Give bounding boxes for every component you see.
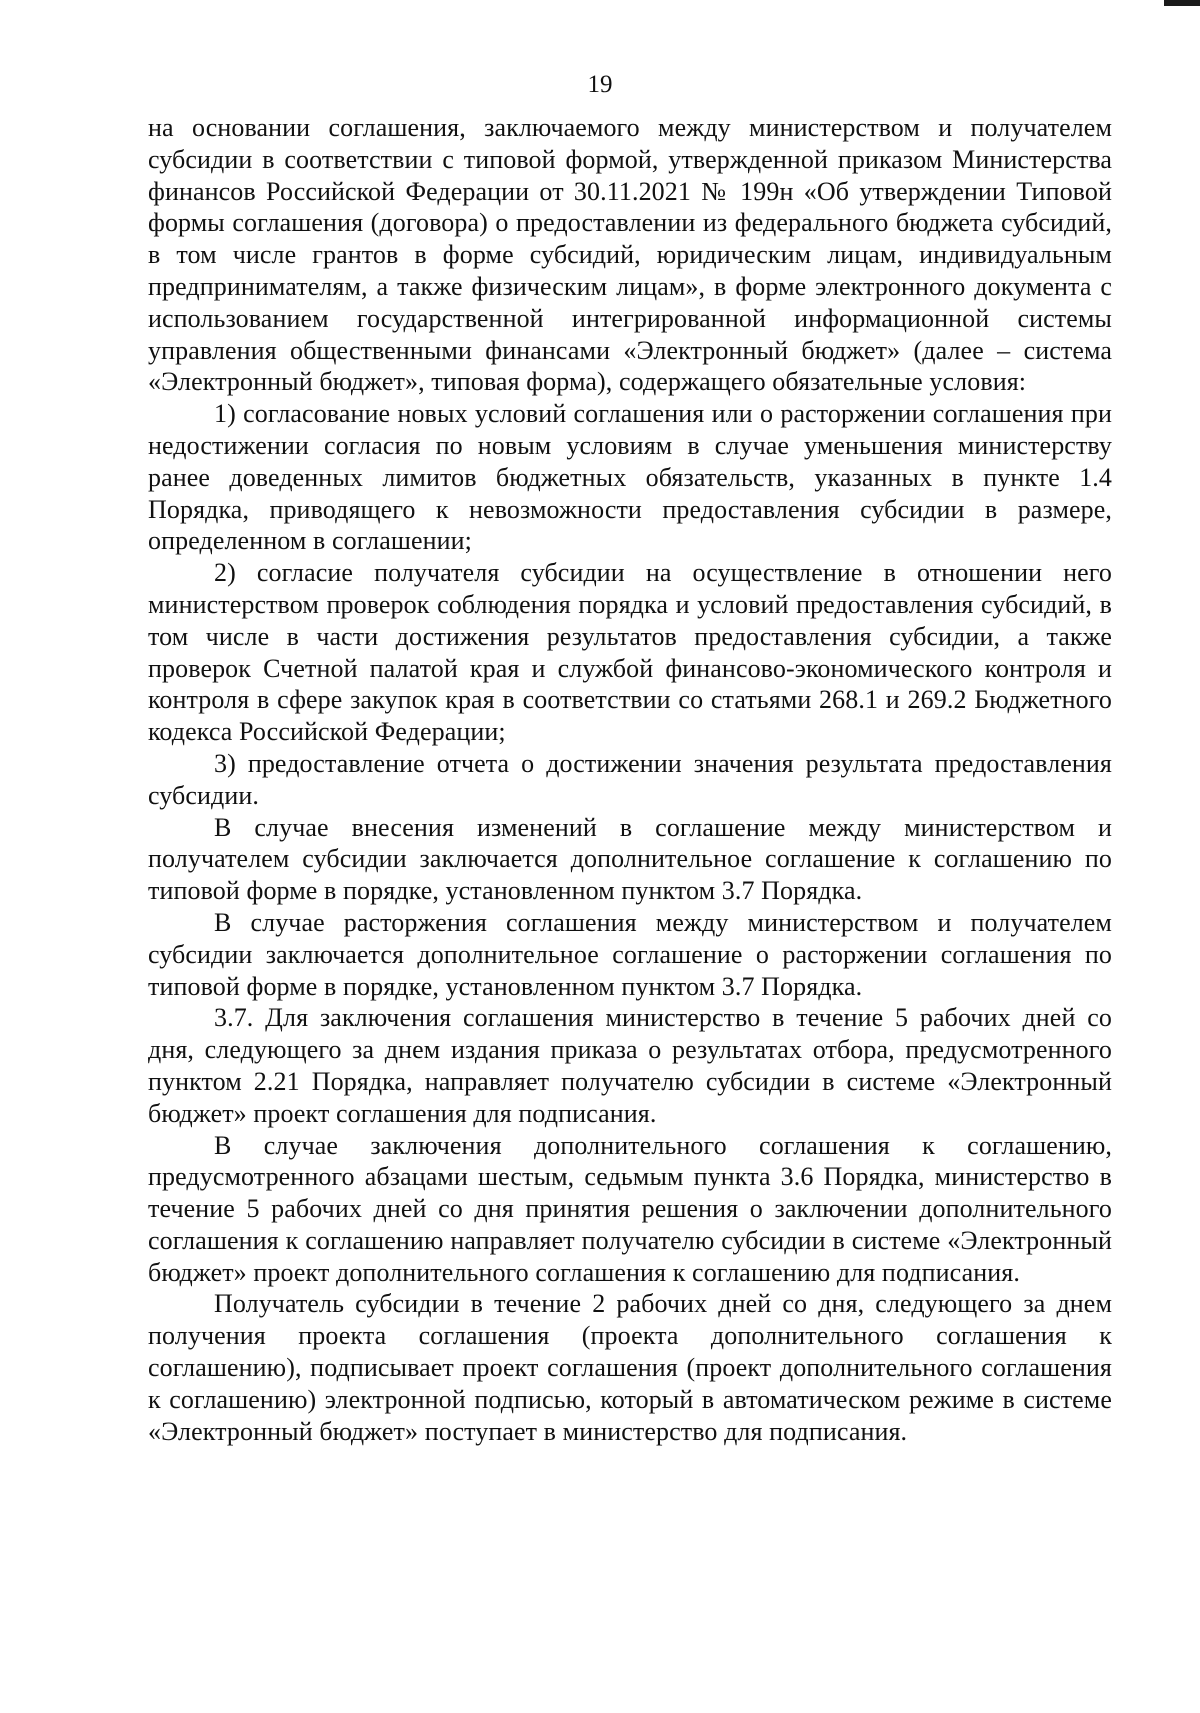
scan-corner-mark <box>1164 0 1200 6</box>
page-number: 19 <box>587 71 613 98</box>
paragraph-condition-3: 3) предоставление отчета о достижении значения результата предоставления субсидии. <box>148 748 1112 810</box>
paragraph-agreement-basis: на основании соглашения, заключаемого между министерством и получателем субсидии в соответствии с типовой формой, утвержденной приказом Министерства финансов Российской Федерации от 30.11.2021 № 199н «Об утверждении Типовой формы соглашения (договора) о предоставлении из федерального бюджета субсидий, в том числе грантов в форме субсидий, юридическим лицам, индивидуальным предпринимателям, а также физическим лицам», в форме электронного документа с использованием государственной интегрированной информационной системы управления общественными финансами «Электронный бюджет» (далее – система «Электронный бюджет», типовая форма), содержащего обязательные условия: <box>148 113 1112 397</box>
paragraph-additional-agreement: В случае заключения дополнительного соглашения к соглашению, предусмотренного абзацами шестым, седьмым пункта 3.6 Порядка, министерство в течение 5 рабочих дней со дня принятия решения о заключении дополнительного соглашения к соглашению направляет получателю субсидии в системе «Электронный бюджет» проект дополнительного соглашения к соглашению для подписания. <box>148 1130 1112 1287</box>
paragraph-condition-2: 2) согласие получателя субсидии на осуществление в отношении него министерством проверок соблюдения порядка и условий предоставления субсидий, в том числе в части достижения результатов предоставления субсидии, а также проверок Счетной палатой края и службой финансово-экономического контроля и контроля в сфере закупок края в соответствии со статьями 268.1 и 269.2 Бюджетного кодекса Российской Федерации; <box>148 558 1112 747</box>
document-body <box>148 112 1112 1447</box>
paragraph-clause-3-7: 3.7. Для заключения соглашения министерство в течение 5 рабочих дней со дня, следующего за днем издания приказа о результатах отбора, предусмотренного пунктом 2.21 Порядка, направляет получателю субсидии в системе «Электронный бюджет» проект соглашения для подписания. <box>148 1003 1112 1128</box>
paragraph-condition-1: 1) согласование новых условий соглашения или о расторжении соглашения при недостижении согласия по новым условиям в случае уменьшения министерству ранее доведенных лимитов бюджетных обязательств, указанных в пункте 1.4 Порядка, приводящего к невозможности предоставления субсидии в размере, определенном в соглашении; <box>148 399 1112 556</box>
paragraph-termination: В случае расторжения соглашения между министерством и получателем субсидии заключается дополнительное соглашение о расторжении соглашения по типовой форме в порядке, установленном пунктом 3.7 Порядка. <box>148 907 1112 1001</box>
paragraph-recipient-signing: Получатель субсидии в течение 2 рабочих дней со дня, следующего за днем получения проекта соглашения (проекта дополнительного соглашения к соглашению), подписывает проект соглашения (проект дополнительного соглашения к соглашению) электронной подписью, который в автоматическом режиме в системе «Электронный бюджет» поступает в министерство для подписания. <box>148 1289 1112 1446</box>
paragraph-amendment: В случае внесения изменений в соглашение между министерством и получателем субсидии заключается дополнительное соглашение к соглашению по типовой форме в порядке, установленном пунктом 3.7 Порядка. <box>148 812 1112 906</box>
